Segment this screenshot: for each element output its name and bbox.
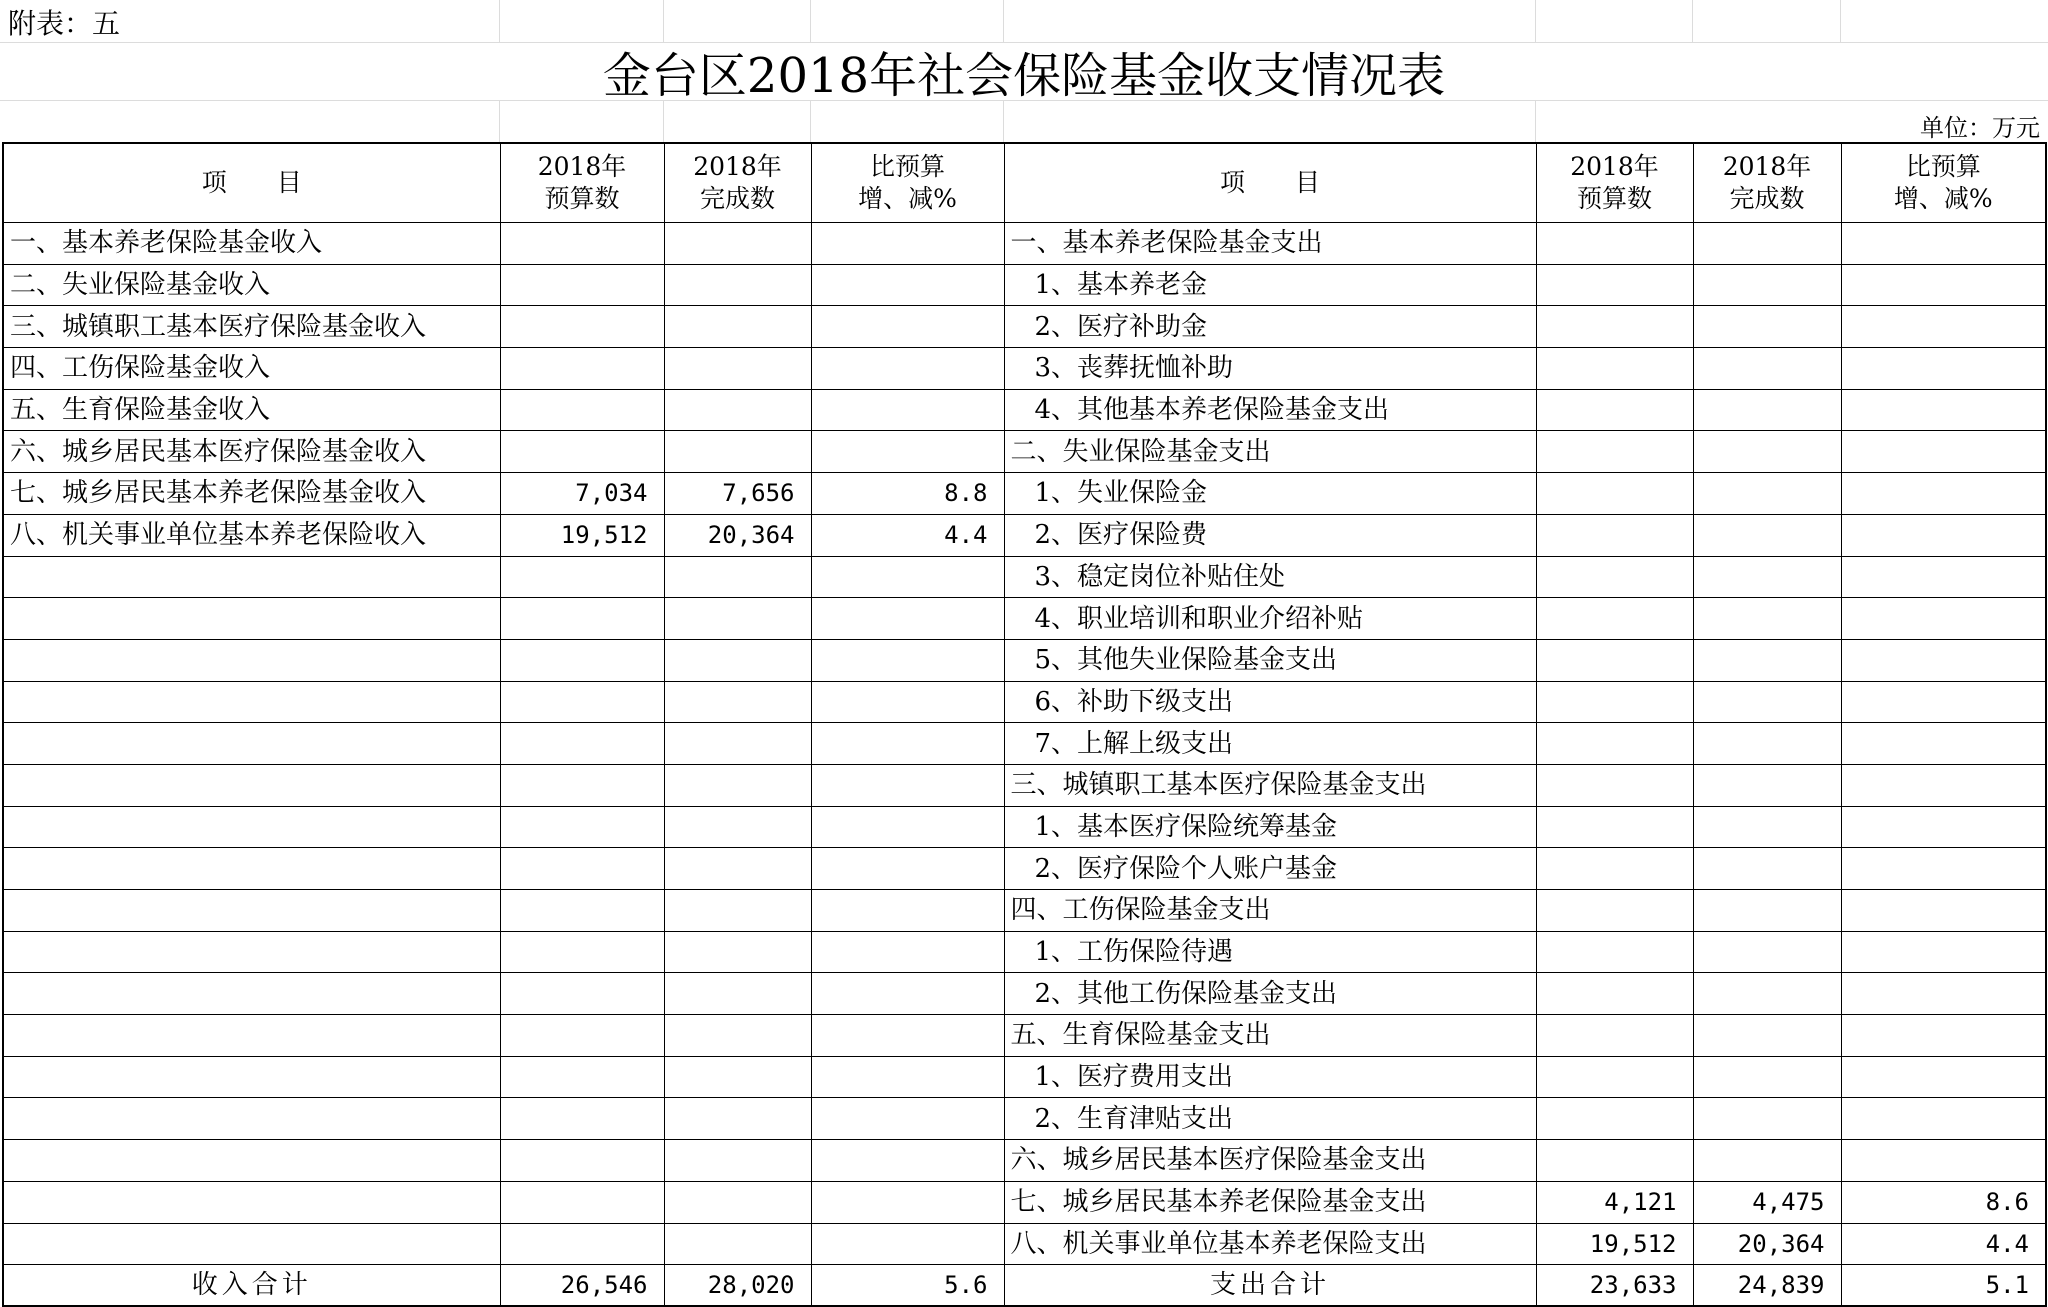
income-item-cell [3,806,500,848]
expense-item-cell: 1、医疗费用支出 [1004,1056,1536,1098]
income-budget-cell [500,1056,664,1098]
expense-budget-cell [1536,764,1693,806]
expense-change-cell [1841,764,2046,806]
income-change-cell [811,264,1004,306]
expense-actual-cell [1693,223,1841,265]
expense-change-cell [1841,681,2046,723]
expense-actual-cell [1693,1056,1841,1098]
income-item-cell [3,1056,500,1098]
expense-actual-cell [1693,389,1841,431]
expense-item-cell: 1、工伤保险待遇 [1004,931,1536,973]
income-total-actual: 28,020 [664,1265,811,1307]
income-budget-cell [500,264,664,306]
expense-change-cell [1841,848,2046,890]
income-actual-cell [664,598,811,640]
header-left-change-line2: 增、减% [858,184,957,213]
income-budget-cell [500,848,664,890]
expense-change-cell [1841,639,2046,681]
income-actual-cell [664,223,811,265]
expense-actual-cell [1693,1098,1841,1140]
expense-budget-cell [1536,1140,1693,1182]
expense-actual-cell [1693,598,1841,640]
expense-actual-cell [1693,348,1841,390]
table-body [3,223,2046,1307]
expense-actual-cell [1693,264,1841,306]
expense-change-cell: 4.4 [1841,1223,2046,1265]
income-budget-cell [500,806,664,848]
expense-budget-cell [1536,681,1693,723]
expense-change-cell: 8.6 [1841,1181,2046,1223]
income-actual-cell [664,931,811,973]
gridline [1535,100,1536,142]
expense-item-cell: 一、基本养老保险基金支出 [1004,223,1536,265]
income-budget-cell [500,431,664,473]
table-row [3,639,2046,681]
header-left-budget-line1: 2018年 [537,152,627,181]
income-budget-cell [500,1140,664,1182]
expense-item-cell: 六、城乡居民基本医疗保险基金支出 [1004,1140,1536,1182]
expense-budget-cell [1536,348,1693,390]
header-right-item: 项 目 [1004,143,1536,223]
income-item-cell [3,973,500,1015]
table-row [3,264,2046,306]
expense-change-cell [1841,389,2046,431]
income-budget-cell [500,223,664,265]
income-actual-cell [664,431,811,473]
expense-actual-cell [1693,556,1841,598]
gridline [0,42,2048,43]
gridline [663,0,664,42]
income-actual-cell [664,1140,811,1182]
header-right-budget [1536,143,1693,223]
expense-item-cell: 1、基本养老金 [1004,264,1536,306]
expense-actual-cell [1693,681,1841,723]
expense-budget-cell [1536,264,1693,306]
income-actual-cell [664,556,811,598]
table-row [3,473,2046,515]
income-change-cell [811,848,1004,890]
income-actual-cell [664,681,811,723]
expense-item-cell: 5、其他失业保险基金支出 [1004,639,1536,681]
table-row [3,890,2046,932]
income-change-cell [811,639,1004,681]
income-item-cell: 二、失业保险基金收入 [3,264,500,306]
header-right-change-line2: 增、减% [1893,184,1993,213]
expense-actual-cell [1693,890,1841,932]
expense-budget-cell: 4,121 [1536,1181,1693,1223]
expense-budget-cell [1536,389,1693,431]
expense-budget-cell [1536,431,1693,473]
expense-change-cell [1841,1015,2046,1057]
expense-actual-cell [1693,806,1841,848]
income-item-cell: 三、城镇职工基本医疗保险基金收入 [3,306,500,348]
income-actual-cell [664,723,811,765]
expense-budget-cell [1536,514,1693,556]
income-change-cell: 8.8 [811,473,1004,515]
income-actual-cell [664,1223,811,1265]
expense-change-cell [1841,306,2046,348]
income-item-cell [3,1098,500,1140]
expense-item-cell: 6、补助下级支出 [1004,681,1536,723]
table-row [3,848,2046,890]
expense-actual-cell: 4,475 [1693,1181,1841,1223]
table-row [3,389,2046,431]
expense-actual-cell: 20,364 [1693,1223,1841,1265]
table-row [3,931,2046,973]
table-row [3,1223,2046,1265]
expense-actual-cell [1693,306,1841,348]
income-item-cell [3,1140,500,1182]
income-change-cell [811,723,1004,765]
expense-actual-cell [1693,931,1841,973]
gridline [499,0,500,42]
gridline [499,100,500,142]
income-budget-cell [500,1098,664,1140]
income-change-cell [811,223,1004,265]
expense-item-cell: 2、医疗保险个人账户基金 [1004,848,1536,890]
income-item-cell [3,1181,500,1223]
expense-item-cell: 七、城乡居民基本养老保险基金支出 [1004,1181,1536,1223]
income-item-cell [3,764,500,806]
expense-item-cell: 二、失业保险基金支出 [1004,431,1536,473]
income-change-cell [811,931,1004,973]
expense-item-cell: 1、失业保险金 [1004,473,1536,515]
expense-budget-cell [1536,931,1693,973]
income-change-cell [811,764,1004,806]
income-budget-cell: 7,034 [500,473,664,515]
income-budget-cell [500,1223,664,1265]
income-change-cell [811,890,1004,932]
header-right-actual [1693,143,1841,223]
table-row [3,764,2046,806]
expense-change-cell [1841,1140,2046,1182]
income-budget-cell [500,389,664,431]
income-item-cell [3,723,500,765]
income-item-cell [3,639,500,681]
expense-change-cell [1841,973,2046,1015]
income-change-cell [811,1015,1004,1057]
income-item-cell: 一、基本养老保险基金收入 [3,223,500,265]
income-actual-cell [664,1015,811,1057]
expense-item-cell: 4、其他基本养老保险基金支出 [1004,389,1536,431]
income-change-cell [811,598,1004,640]
table-row [3,973,2046,1015]
gridline [810,100,811,142]
expense-change-cell [1841,514,2046,556]
income-change-cell [811,556,1004,598]
expense-actual-cell [1693,764,1841,806]
expense-budget-cell [1536,598,1693,640]
income-budget-cell [500,973,664,1015]
expense-change-cell [1841,931,2046,973]
table-row [3,1181,2046,1223]
income-item-cell [3,1223,500,1265]
income-budget-cell [500,681,664,723]
header-left-item: 项 目 [3,143,500,223]
income-change-cell [811,681,1004,723]
income-actual-cell: 20,364 [664,514,811,556]
income-item-cell: 五、生育保险基金收入 [3,389,500,431]
fund-table [2,142,2047,1307]
income-item-cell [3,681,500,723]
expense-budget-cell [1536,723,1693,765]
header-left-change-line1: 比预算 [869,152,945,181]
income-actual-cell [664,1056,811,1098]
expense-change-cell [1841,890,2046,932]
expense-budget-cell [1536,556,1693,598]
table-row [3,431,2046,473]
income-budget-cell [500,1181,664,1223]
income-actual-cell [664,639,811,681]
income-budget-cell [500,556,664,598]
expense-item-cell: 四、工伤保险基金支出 [1004,890,1536,932]
expense-actual-cell [1693,723,1841,765]
header-right-budget-line1: 2018年 [1570,152,1659,181]
income-change-cell: 4.4 [811,514,1004,556]
table-row [3,723,2046,765]
income-change-cell [811,1056,1004,1098]
table-row [3,223,2046,265]
income-budget-cell: 19,512 [500,514,664,556]
gridline [1692,0,1693,42]
expense-item-cell: 1、基本医疗保险统筹基金 [1004,806,1536,848]
expense-item-cell: 三、城镇职工基本医疗保险基金支出 [1004,764,1536,806]
income-actual-cell [664,973,811,1015]
expense-item-cell: 2、医疗保险费 [1004,514,1536,556]
income-actual-cell [664,306,811,348]
gridline [1003,0,1004,42]
expense-change-cell [1841,723,2046,765]
expense-item-cell: 3、稳定岗位补贴住处 [1004,556,1536,598]
gridline [1840,0,1841,42]
expense-actual-cell [1693,514,1841,556]
income-item-cell [3,890,500,932]
header-left-change [811,143,1004,223]
expense-actual-cell [1693,848,1841,890]
income-change-cell [811,1223,1004,1265]
expense-change-cell [1841,264,2046,306]
expense-item-cell: 4、职业培训和职业介绍补贴 [1004,598,1536,640]
income-budget-cell [500,1015,664,1057]
expense-actual-cell [1693,1140,1841,1182]
expense-budget-cell: 19,512 [1536,1223,1693,1265]
expense-actual-cell [1693,1015,1841,1057]
header-right-actual-line2: 完成数 [1729,184,1805,213]
expense-budget-cell [1536,973,1693,1015]
expense-total-label: 支出合计 [1004,1265,1536,1307]
table-row [3,1140,2046,1182]
expense-actual-cell [1693,473,1841,515]
gridline [663,100,664,142]
income-item-cell [3,556,500,598]
expense-budget-cell [1536,1056,1693,1098]
expense-item-cell: 2、生育津贴支出 [1004,1098,1536,1140]
income-total-budget: 26,546 [500,1265,664,1307]
expense-change-cell [1841,1098,2046,1140]
expense-budget-cell [1536,306,1693,348]
income-change-cell [811,806,1004,848]
table-row [3,681,2046,723]
header-left-actual-line1: 2018年 [693,152,782,181]
page-title: 金台区2018年社会保险基金收支情况表 [602,48,1446,104]
income-change-cell [811,1181,1004,1223]
gridline [810,0,811,42]
income-budget-cell [500,639,664,681]
income-change-cell [811,1140,1004,1182]
gridline [1535,0,1536,42]
header-row [3,143,2046,223]
income-actual-cell: 7,656 [664,473,811,515]
unit-label: 单位：万元 [1920,114,2040,142]
expense-total-actual: 24,839 [1693,1265,1841,1307]
expense-budget-cell [1536,223,1693,265]
income-budget-cell [500,598,664,640]
income-change-cell [811,973,1004,1015]
table-row [3,806,2046,848]
income-budget-cell [500,348,664,390]
expense-budget-cell [1536,639,1693,681]
income-total-label: 收入合计 [3,1265,500,1307]
income-change-cell [811,1098,1004,1140]
expense-item-cell: 八、机关事业单位基本养老保险支出 [1004,1223,1536,1265]
income-item-cell: 四、工伤保险基金收入 [3,348,500,390]
income-actual-cell [664,348,811,390]
income-actual-cell [664,1181,811,1223]
expense-change-cell [1841,556,2046,598]
income-item-cell [3,1015,500,1057]
expense-actual-cell [1693,639,1841,681]
income-actual-cell [664,764,811,806]
expense-change-cell [1841,1056,2046,1098]
table-row [3,1098,2046,1140]
income-item-cell: 七、城乡居民基本养老保险基金收入 [3,473,500,515]
income-budget-cell [500,890,664,932]
expense-item-cell: 五、生育保险基金支出 [1004,1015,1536,1057]
expense-item-cell: 2、医疗补助金 [1004,306,1536,348]
table-row [3,348,2046,390]
income-budget-cell [500,931,664,973]
header-right-change [1841,143,2046,223]
header-right-actual-line1: 2018年 [1722,152,1812,181]
income-actual-cell [664,264,811,306]
table-row [3,556,2046,598]
income-change-cell [811,389,1004,431]
attachment-label: 附表：五 [8,7,121,40]
expense-budget-cell [1536,890,1693,932]
income-item-cell [3,931,500,973]
header-left-actual-line2: 完成数 [699,184,775,213]
income-budget-cell [500,306,664,348]
totals-row [3,1265,2046,1307]
income-change-cell [811,306,1004,348]
income-item-cell: 六、城乡居民基本医疗保险基金收入 [3,431,500,473]
income-actual-cell [664,389,811,431]
gridline [1003,100,1004,142]
income-budget-cell [500,723,664,765]
expense-item-cell: 3、丧葬抚恤补助 [1004,348,1536,390]
header-right-budget-line2: 预算数 [1576,184,1652,213]
income-actual-cell [664,1098,811,1140]
table-row [3,598,2046,640]
income-item-cell [3,848,500,890]
income-budget-cell [500,764,664,806]
expense-item-cell: 7、上解上级支出 [1004,723,1536,765]
table-row [3,514,2046,556]
expense-total-change: 5.1 [1841,1265,2046,1307]
expense-actual-cell [1693,431,1841,473]
income-item-cell: 八、机关事业单位基本养老保险收入 [3,514,500,556]
expense-change-cell [1841,806,2046,848]
income-item-cell [3,598,500,640]
income-actual-cell [664,806,811,848]
expense-budget-cell [1536,806,1693,848]
expense-actual-cell [1693,973,1841,1015]
expense-change-cell [1841,348,2046,390]
income-actual-cell [664,848,811,890]
table-row [3,1056,2046,1098]
expense-budget-cell [1536,473,1693,515]
header-left-budget-line2: 预算数 [544,184,620,213]
income-change-cell [811,431,1004,473]
expense-change-cell [1841,598,2046,640]
expense-budget-cell [1536,1015,1693,1057]
header-right-change-line1: 比预算 [1905,152,1981,181]
table-row [3,1015,2046,1057]
income-change-cell [811,348,1004,390]
expense-change-cell [1841,473,2046,515]
expense-budget-cell [1536,848,1693,890]
income-total-change: 5.6 [811,1265,1004,1307]
expense-item-cell: 2、其他工伤保险基金支出 [1004,973,1536,1015]
expense-change-cell [1841,431,2046,473]
header-left-actual [664,143,811,223]
expense-budget-cell [1536,1098,1693,1140]
header-left-budget [500,143,664,223]
expense-total-budget: 23,633 [1536,1265,1693,1307]
table-row [3,306,2046,348]
expense-change-cell [1841,223,2046,265]
income-actual-cell [664,890,811,932]
